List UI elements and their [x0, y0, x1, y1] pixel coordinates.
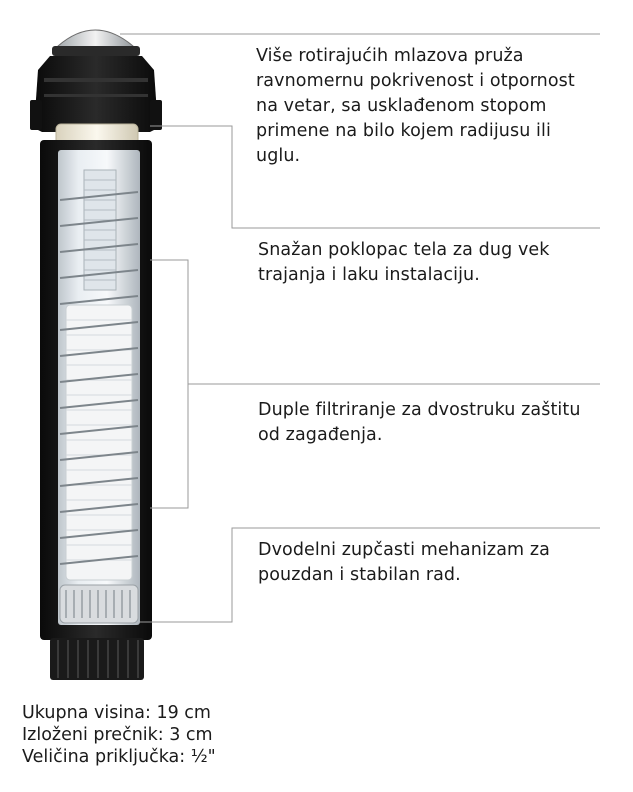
callout-gear-mechanism: Dvodelni zupčasti mehanizam za pouzdan i stabilan rad. — [258, 540, 550, 585]
callout-body-cap: Snažan poklopac tela za dug vek trajanja i laku instalaciju. — [258, 240, 550, 285]
spec-exposed-diameter: Izloženi prečnik: 3 cm — [22, 725, 213, 745]
callout-rotating-streams: Više rotirajućih mlazova pruža ravnomernu pokrivenost i otpornost na vetar, sa usklađenom stopom primene na bilo kojem radijusu ili uglu. — [256, 46, 575, 166]
leader-line-3 — [150, 260, 188, 508]
callout-dual-filtration: Duple filtriranje za dvostruku zaštitu od zagađenja. — [258, 400, 581, 445]
specifications — [22, 702, 216, 768]
spec-connection-size: Veličina priključka: ½" — [22, 747, 216, 767]
spec-total-height: Ukupna visina: 19 cm — [22, 703, 211, 723]
